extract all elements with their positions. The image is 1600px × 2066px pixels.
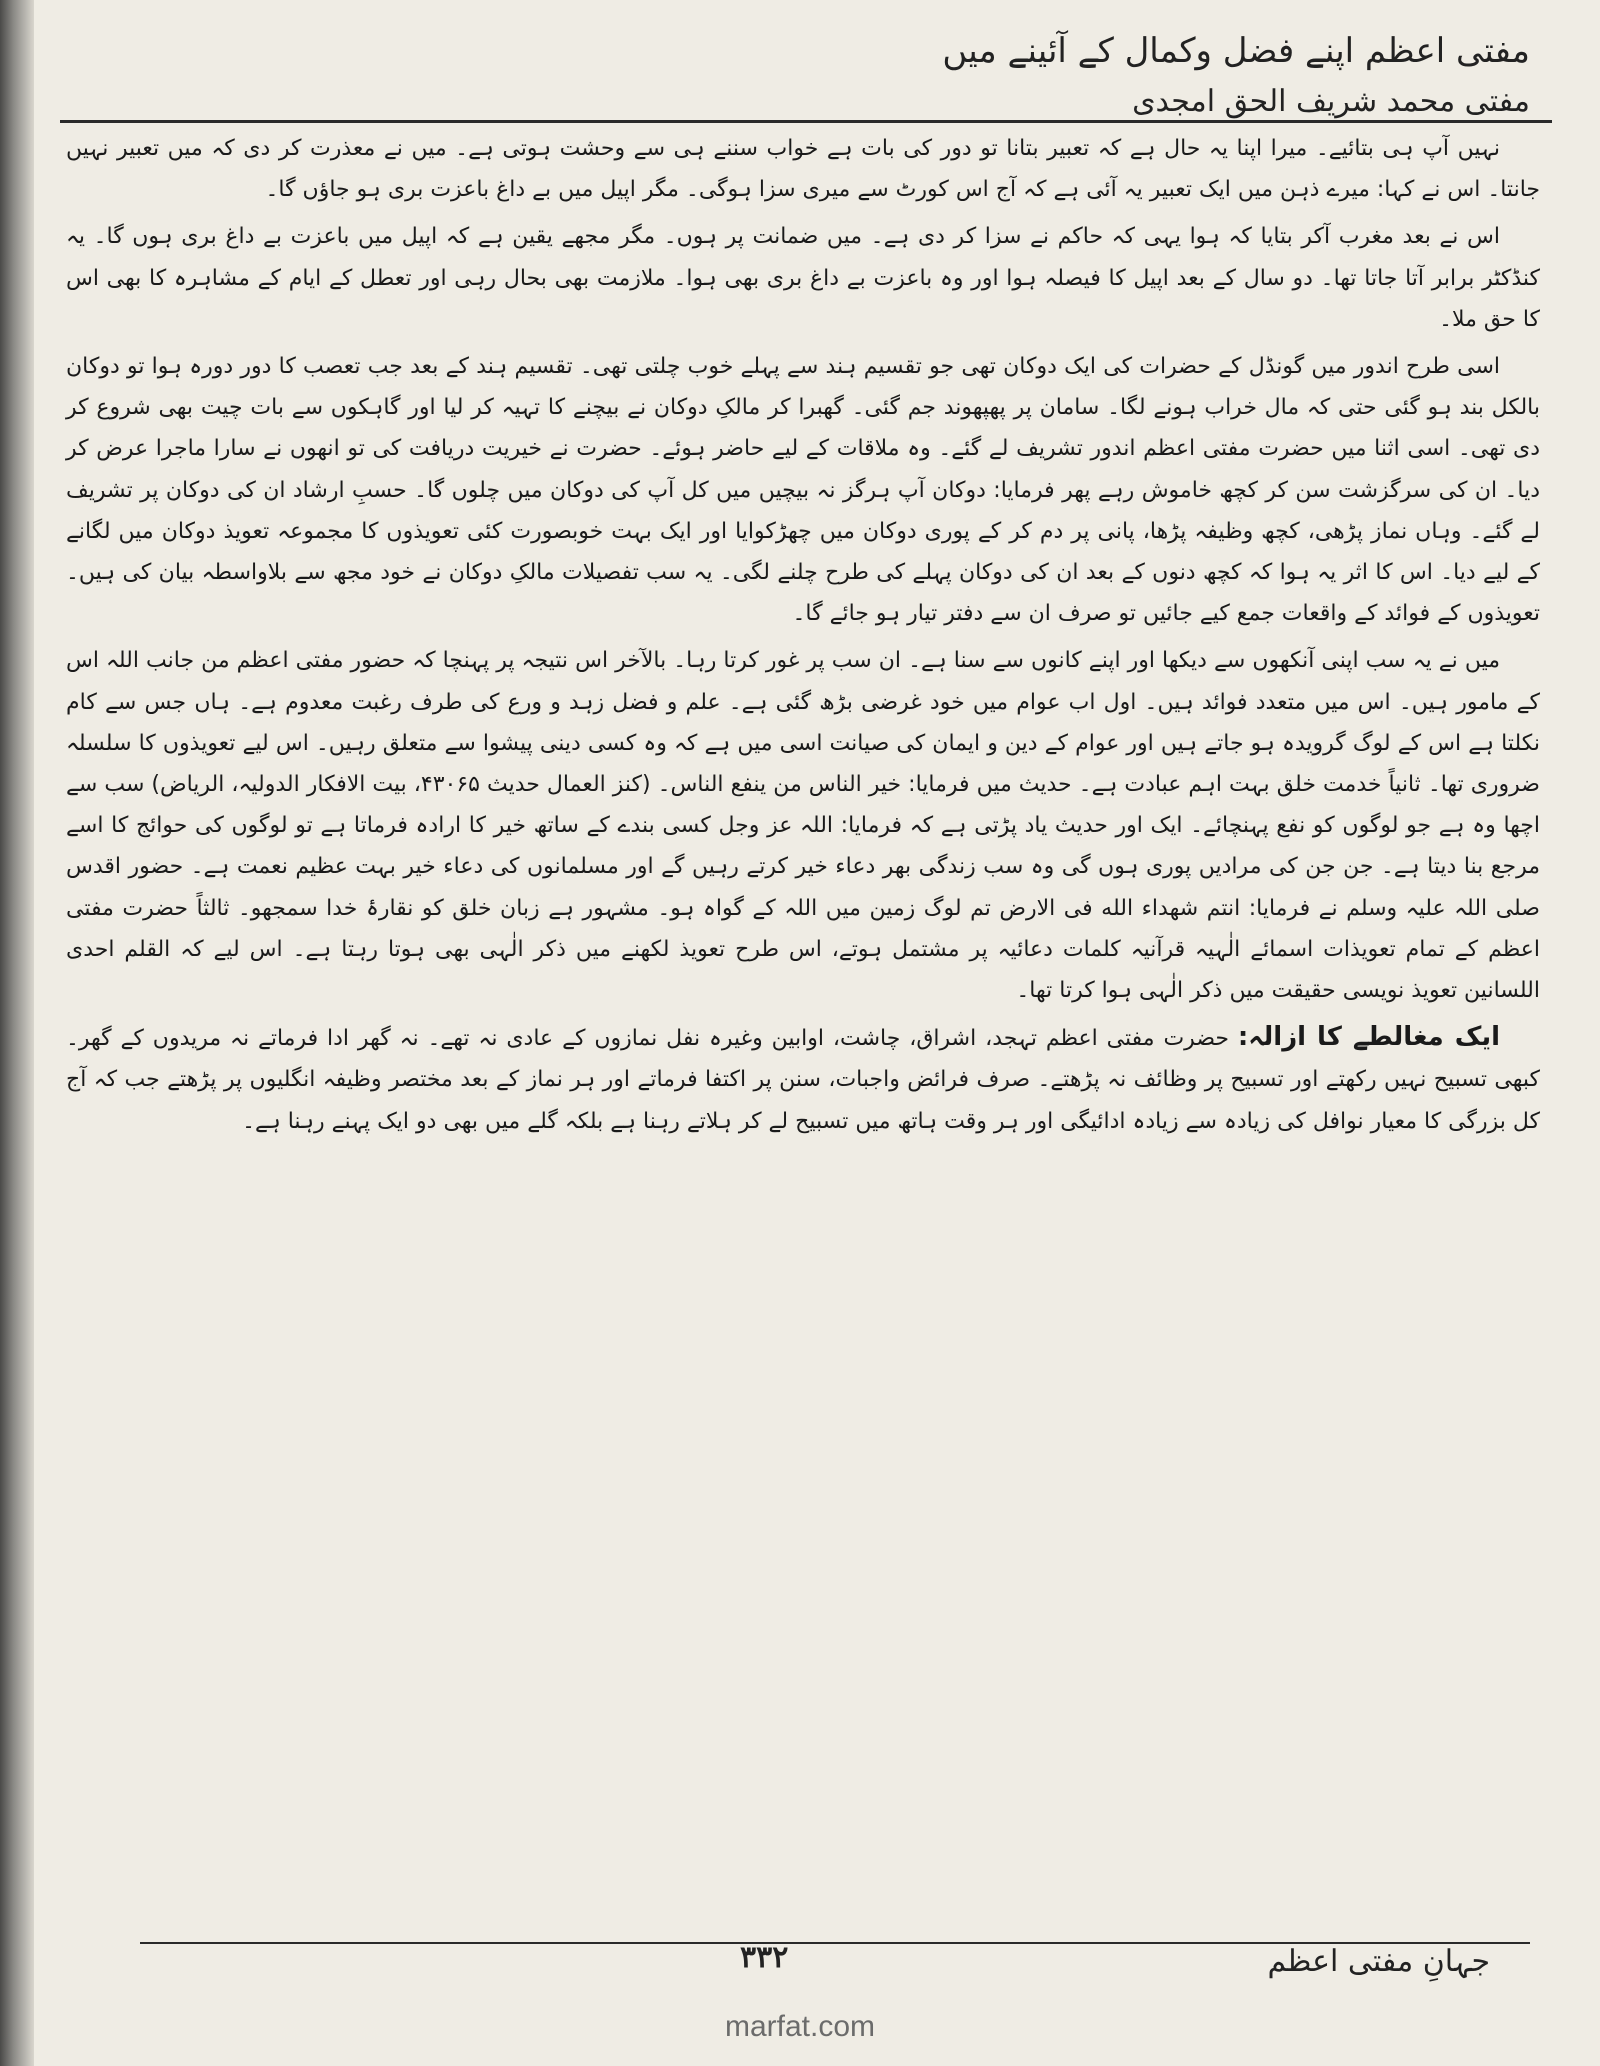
- running-author: مفتی محمد شریف الحق امجدی: [1132, 84, 1530, 119]
- section-paragraph: [66, 1017, 1540, 1142]
- page-body: [66, 128, 1540, 1888]
- footer-title: جہانِ مفتی اعظم: [1267, 1944, 1490, 1979]
- section-heading: ایک مغالطے کا ازالہ:: [1237, 1022, 1500, 1053]
- paragraph: اس نے بعد مغرب آکر بتایا کہ ہوا یہی کہ حاکم نے سزا کر دی ہے۔ میں ضمانت پر ہوں۔ مگر مجھے یقین ہے کہ اپیل میں باعزت بے داغ بری ہوں گا۔ یہ کنڈکٹر برابر آتا جاتا تھا۔ دو سال کے بعد اپیل کا فیصلہ ہوا اور وہ باعزت بے داغ بری بھی ہوا۔ ملازمت بھی بحال رہی اور تعطل کے ایام کے مشاہرہ کا بھی اس کا حق ملا۔: [66, 224, 1540, 332]
- binding-shadow: [0, 0, 34, 2066]
- paragraph: اسی طرح اندور میں گونڈل کے حضرات کی ایک دوکان تھی جو تقسیم ہند سے پہلے خوب چلتی تھی۔ تقسیم ہند کے بعد جب تعصب کا دور دورہ ہوا تو دوکان بالکل بند ہو گئی حتی کہ مال خراب ہونے لگا۔ سامان پر پھپھوند جم گئی۔ گھبرا کر مالکِ دوکان نے بیچنے کا تہیہ کر لیا اور گاہکوں سے بات چیت بھی شروع کر دی تھی۔ اسی اثنا میں حضرت مفتی اعظم اندور تشریف لے گئے۔ وہ ملاقات کے لیے حاضر ہوئے۔ حضرت نے خیریت دریافت کی تو انھوں نے سارا ماجرا عرض کر دیا۔ ان کی سرگزشت سن کر کچھ خاموش رہے پھر فرمایا: دوکان آپ ہرگز نہ بیچیں میں کل آپ کی دوکان میں چلوں گا۔ حسبِ ارشاد ان کی دوکان پر تشریف لے گئے۔ وہاں نماز پڑھی، کچھ وظیفہ پڑھا، پانی پر دم کر کے پوری دوکان میں چھڑکوایا اور ایک بہت خوبصورت کئی تعویذوں کا مجموعہ تعویذ دوکان میں لگانے کے لیے دیا۔ اس کا اثر یہ ہوا کہ کچھ دنوں کے بعد ان کی دوکان پہلے کی طرح چلنے لگی۔ یہ سب تفصیلات مالکِ دوکان نے خود مجھ سے بلاواسطہ بیان کی ہیں۔ تعویذوں کے فوائد کے واقعات جمع کیے جائیں تو صرف ان سے دفتر تیار ہو جائے گا۔: [66, 354, 1540, 627]
- paragraph: نہیں آپ ہی بتائیے۔ میرا اپنا یہ حال ہے کہ تعبیر بتانا تو دور کی بات ہے خواب سننے ہی سے وحشت ہوتی ہے۔ میں نے معذرت کر دی کہ میں تعبیر نہیں جانتا۔ اس نے کہا: میرے ذہن میں ایک تعبیر یہ آئی ہے کہ آج اس کورٹ سے میری سزا ہوگی۔ مگر اپیل میں بے داغ باعزت بری ہو جاؤں گا۔: [66, 136, 1540, 203]
- page-header: [60, 22, 1560, 132]
- section-text: حضرت مفتی اعظم تہجد، اشراق، چاشت، اوابین وغیرہ نفل نمازوں کے عادی نہ تھے۔ نہ گھر ادا فرماتے نہ مریدوں کے گھر۔ کبھی تسبیح نہیں رکھتے اور تسبیح پر وظائف نہ پڑھتے۔ صرف فرائض واجبات، سنن پر اکتفا فرماتے اور ہر نماز کے بعد مختصر وظیفہ انگلیوں پر پڑھتے جب کہ آج کل بزرگی کا معیار نوافل کی زیادہ سے زیادہ ادائیگی اور ہر وقت ہاتھ میں تسبیح لے کر ہلاتے رہنا ہے بلکہ گلے میں بھی دو ایک پہنے رہنا ہے۔: [66, 1026, 1540, 1134]
- watermark: marfat.com: [724, 2010, 876, 2043]
- page-number: ۳۳۲: [740, 1940, 789, 1975]
- running-title: مفتی اعظم اپنے فضل وکمال کے آئینے میں: [942, 31, 1530, 71]
- paragraph: میں نے یہ سب اپنی آنکھوں سے دیکھا اور اپنے کانوں سے سنا ہے۔ ان سب پر غور کرتا رہا۔ بالآخر اس نتیجہ پر پہنچا کہ حضور مفتی اعظم من جانب اللہ اس کے مامور ہیں۔ اس میں متعدد فوائد ہیں۔ اول اب عوام میں خود غرضی بڑھ گئی ہے۔ علم و فضل زہد و ورع کی طرف رغبت معدوم ہے۔ ہاں جس سے کام نکلتا ہے اس کے لوگ گرویدہ ہو جاتے ہیں اور عوام کے دین و ایمان کی صیانت اسی میں ہے کہ وہ کسی دینی پیشوا سے متعلق رہیں۔ اس لیے تعویذوں کا سلسلہ ضروری تھا۔ ثانیاً خدمت خلق بہت اہم عبادت ہے۔ حدیث میں فرمایا: خیر الناس من ینفع الناس۔ (کنز العمال حدیث ۴۳۰۶۵، بیت الافکار الدولیہ، الریاض) سب سے اچھا وہ ہے جو لوگوں کو نفع پہنچائے۔ ایک اور حدیث یاد پڑتی ہے کہ فرمایا: اللہ عز وجل کسی بندے کے ساتھ خیر کا ارادہ فرماتا ہے تو لوگوں کی حوائج کا اسے مرجع بنا دیتا ہے۔ جن جن کی مرادیں پوری ہوں گی وہ سب زندگی بھر دعاء خیر کرتے رہیں گے اور مسلمانوں کی دعاء خیر بہت عظیم نعمت ہے۔ حضور اقدس صلی اللہ علیہ وسلم نے فرمایا: انتم شهداء الله فی الارض تم لوگ زمین میں اللہ کے گواہ ہو۔ مشہور ہے زبان خلق کو نقارۂ خدا سمجھو۔ ثالثاً حضرت مفتی اعظم کے تمام تعویذات اسمائے الٰہیہ قرآنیہ کلمات دعائیہ پر مشتمل ہوتے، اس طرح تعویذ لکھنے میں ذکر الٰہی بھی ہوتا رہتا ہے۔ اس لیے کہ القلم احدی اللسانین تعویذ نویسی حقیقت میں ذکر الٰہی ہوا کرتا تھا۔: [66, 648, 1540, 1004]
- header-rule: [60, 120, 1552, 123]
